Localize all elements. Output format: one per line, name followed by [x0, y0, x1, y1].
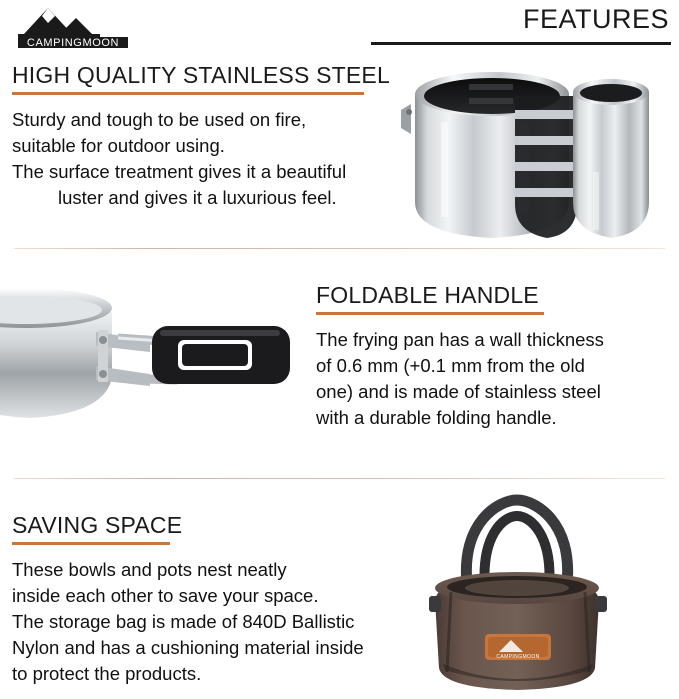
section-3-line-5: to protect the products.: [12, 663, 202, 684]
section-2-heading: FOLDABLE HANDLE: [316, 282, 539, 308]
section-1-heading-underline: [12, 92, 364, 95]
section-1-line-1: Sturdy and tough to be used on fire,: [12, 109, 307, 130]
header-divider: [371, 42, 671, 45]
section-1-line-4: luster and gives it a luxurious feel.: [58, 187, 337, 208]
section-3-heading-underline: [12, 542, 170, 545]
section-1-heading: HIGH QUALITY STAINLESS STEEL: [12, 62, 390, 88]
section-2-line-2: of 0.6 mm (+0.1 mm from the old: [316, 355, 585, 376]
section-1-line-2: suitable for outdoor using.: [12, 135, 225, 156]
stainless-steel-pot-photo: [397, 52, 667, 257]
svg-text:CAMPINGMOON: CAMPINGMOON: [496, 654, 540, 660]
section-2-body: [316, 327, 672, 431]
section-1-body: [12, 107, 442, 211]
storage-bag-photo: [399, 492, 639, 697]
section-2-heading-underline: [316, 312, 544, 315]
section-2-line-1: The frying pan has a wall thickness: [316, 329, 604, 350]
section-2-text-block: [316, 282, 672, 431]
section-divider-1: [14, 248, 665, 249]
section-3-line-3: The storage bag is made of 840D Ballistic: [12, 611, 355, 632]
section-3-line-4: Nylon and has a cushioning material inside: [12, 637, 364, 658]
frying-pan-foldable-handle-photo: [0, 282, 300, 442]
section-3-text-block: [12, 512, 462, 687]
campingmoon-logo: [14, 4, 134, 48]
page-title: FEATURES: [522, 4, 669, 34]
section-3-line-1: These bowls and pots nest neatly: [12, 559, 287, 580]
section-1-line-3: The surface treatment gives it a beautiful: [12, 161, 347, 182]
svg-text:CAMPINGMOON: CAMPINGMOON: [26, 37, 120, 48]
section-2-line-3: one) and is made of stainless steel: [316, 381, 601, 402]
mountain-logo-icon: [14, 4, 134, 48]
section-1-text-block: [12, 62, 442, 211]
section-divider-2: [14, 478, 665, 479]
section-3-heading: SAVING SPACE: [12, 512, 183, 538]
section-2-line-4: with a durable folding handle.: [316, 407, 557, 428]
section-3-body: [12, 557, 462, 687]
page-header: [0, 0, 679, 52]
section-3-line-2: inside each other to save your space.: [12, 585, 319, 606]
